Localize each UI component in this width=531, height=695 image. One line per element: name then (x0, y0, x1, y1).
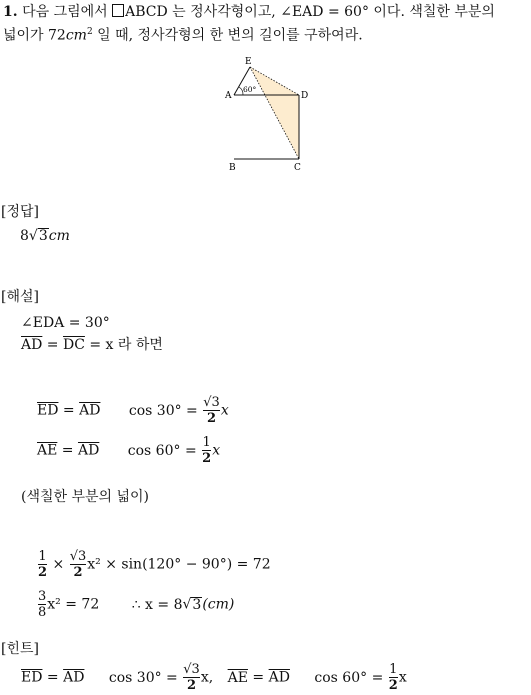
solution-heading: [해설] (1, 289, 39, 305)
square-symbol-icon (112, 4, 124, 17)
label-a: A (225, 91, 232, 101)
label-d: D (301, 91, 309, 101)
geometry-figure (215, 50, 325, 175)
problem-line-2: 넓이가 $72cm^2$ 일 때, 정사각형의 한 변의 길이를 구하여라. (3, 27, 363, 44)
problem-line-1: 1. 다음 그림에서 ABCD 는 정사각형이고, ∠EAD = 60° 이다. 색칠한 부분의 (3, 4, 495, 20)
angle-label: 60° (243, 85, 257, 94)
answer-heading: [정답] (1, 204, 39, 220)
hint-heading: [힌트] (1, 641, 39, 657)
label-e: E (245, 57, 252, 67)
solution-line-2: $\overline{AD} = \overline{DC} = x$ 라 하면 (21, 337, 163, 353)
problem-number: 1. (3, 4, 18, 20)
equation-ae: $\overline{AE} = \overline{AD}$ cos 60° = $\frac{1}{2}$ x (37, 435, 221, 466)
label-c: C (294, 163, 301, 173)
equation-area: $\frac{1}{2}$ × $\frac{√3}{2}$ x² × sin(120° − 90°) = 72 (38, 549, 271, 580)
answer-value: 8√3cm (20, 228, 70, 244)
solution-line-1: ∠EDA = 30° (21, 315, 110, 331)
label-b: B (229, 163, 236, 173)
equation-result: $\frac{3}{8}$ x² = 72 ∴ x = 8√3(cm) (38, 589, 235, 620)
equation-ed: $\overline{ED} = \overline{AD}$ cos 30° = $\frac{√3}{2}$ x (37, 395, 229, 426)
hint-line: $\overline{ED} = \overline{AD}$ cos 30° = $\frac{√3}{2}$ x, $\overline{AE} = \overline{AD}$ cos 60° = $\frac{1}{2}$ x (21, 662, 407, 693)
area-label: (색칠한 부분의 넓이) (21, 489, 150, 505)
